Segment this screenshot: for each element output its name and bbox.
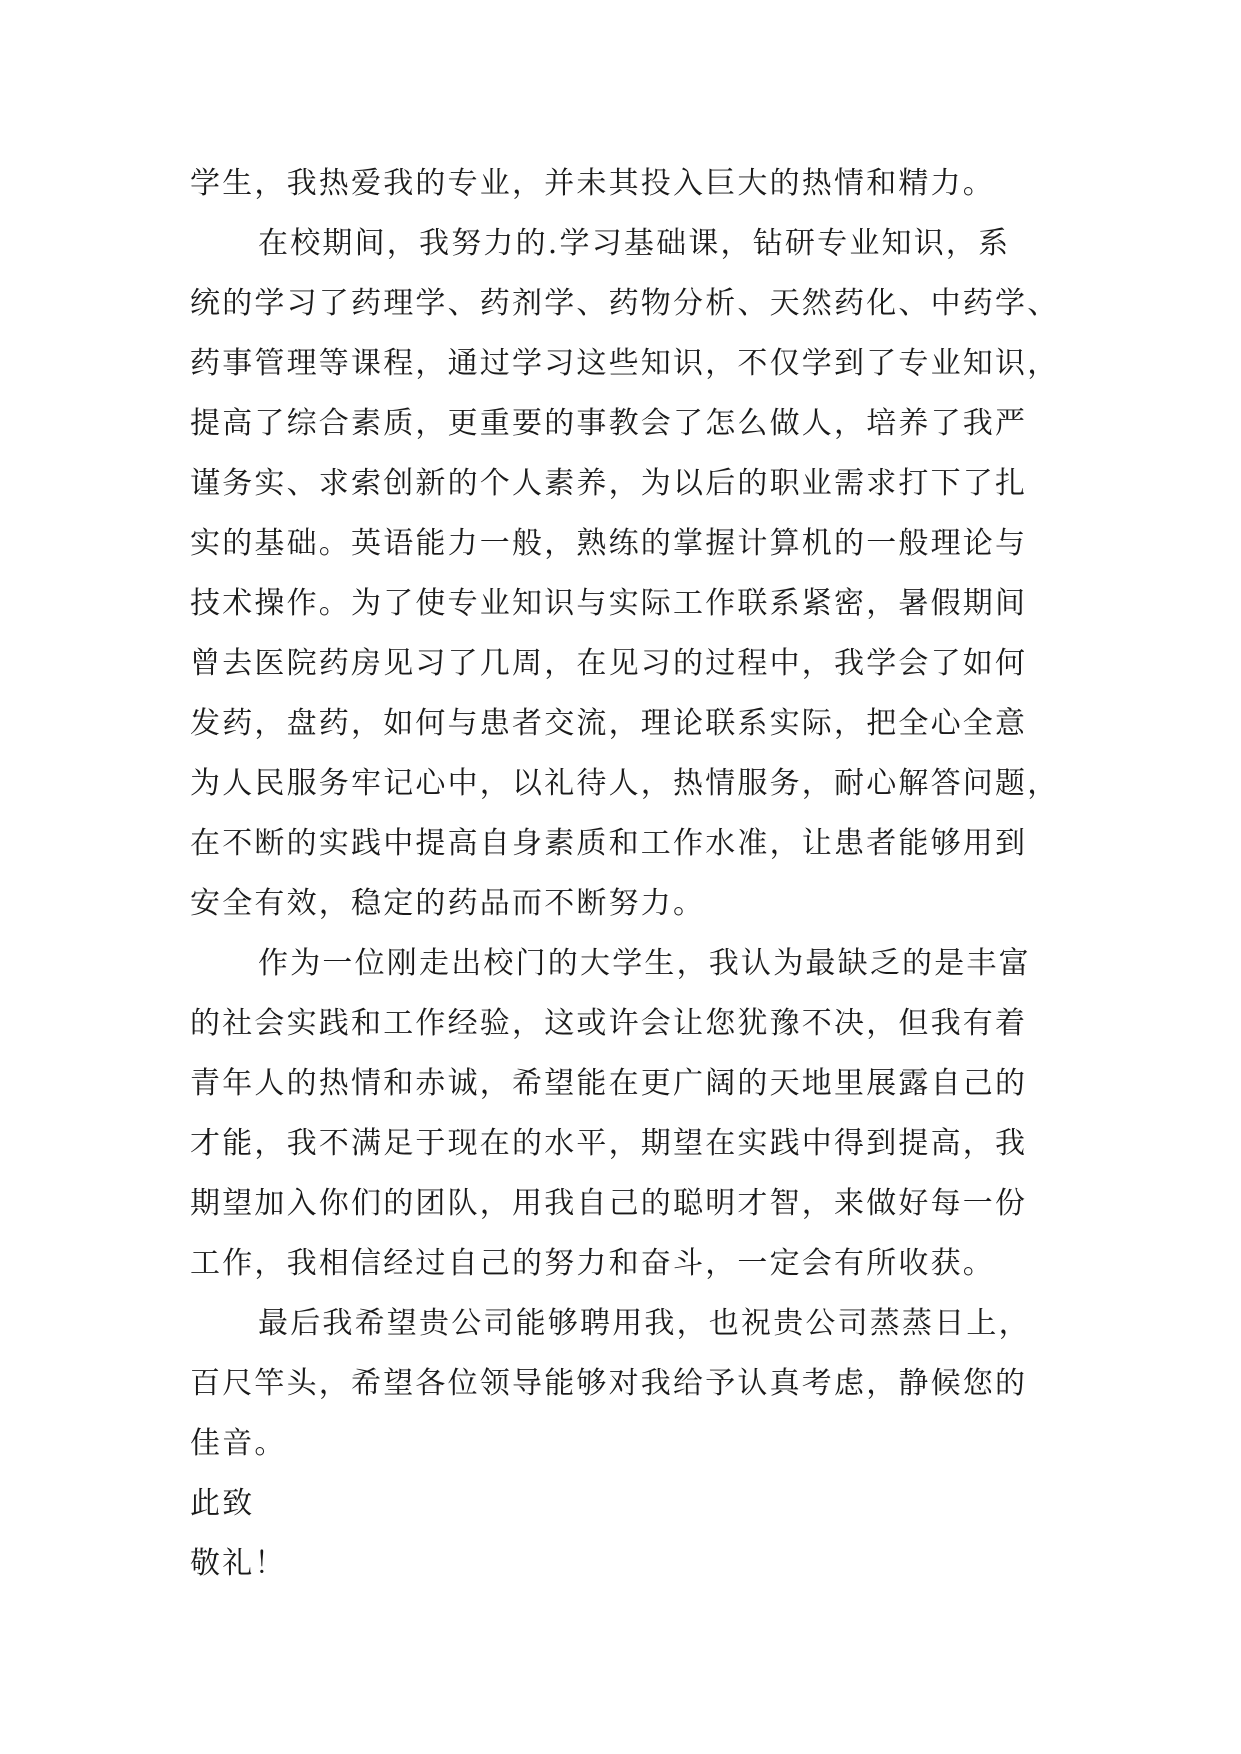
body-line: 提高了综合素质，更重要的事教会了怎么做人，培养了我严 [190, 406, 1028, 441]
body-line: 才能，我不满足于现在的水平，期望在实践中得到提高，我 [190, 1126, 1028, 1161]
body-line: 技术操作。为了使专业知识与实际工作联系紧密，暑假期间 [190, 586, 1028, 621]
body-line: 为人民服务牢记心中，以礼待人，热情服务，耐心解答问题， [190, 766, 1060, 801]
body-line: 统的学习了药理学、药剂学、药物分析、天然药化、中药学、 [190, 286, 1060, 321]
body-line: 的社会实践和工作经验，这或许会让您犹豫不决，但我有着 [190, 1006, 1028, 1041]
body-line: 在不断的实践中提高自身素质和工作水准，让患者能够用到 [190, 826, 1028, 861]
paragraph-first-line: 在校期间，我努力的.学习基础课，钻研专业知识，系 [258, 226, 1011, 261]
salutation-line: 敬礼！ [190, 1546, 287, 1581]
paragraph-first-line: 作为一位刚走出校门的大学生，我认为最缺乏的是丰富 [258, 946, 1031, 981]
body-line: 学生，我热爱我的专业，并未其投入巨大的热情和精力。 [190, 166, 995, 201]
closing-line: 此致 [190, 1486, 255, 1521]
body-line: 佳音。 [190, 1426, 287, 1461]
body-line: 曾去医院药房见习了几周，在见习的过程中，我学会了如何 [190, 646, 1028, 681]
body-line: 安全有效，稳定的药品而不断努力。 [190, 886, 706, 921]
body-line: 百尺竿头，希望各位领导能够对我给予认真考虑，静候您的 [190, 1366, 1028, 1401]
body-line: 谨务实、求索创新的个人素养，为以后的职业需求打下了扎 [190, 466, 1028, 501]
paragraph-first-line: 最后我希望贵公司能够聘用我，也祝贵公司蒸蒸日上， [258, 1306, 1031, 1341]
body-line: 青年人的热情和赤诚，希望能在更广阔的天地里展露自己的 [190, 1066, 1028, 1101]
body-line: 发药，盘药，如何与患者交流，理论联系实际，把全心全意 [190, 706, 1028, 741]
body-line: 药事管理等课程，通过学习这些知识，不仅学到了专业知识， [190, 346, 1060, 381]
body-line: 期望加入你们的团队，用我自己的聪明才智，来做好每一份 [190, 1186, 1028, 1221]
body-line: 实的基础。英语能力一般，熟练的掌握计算机的一般理论与 [190, 526, 1028, 561]
body-line: 工作，我相信经过自己的努力和奋斗，一定会有所收获。 [190, 1246, 995, 1281]
